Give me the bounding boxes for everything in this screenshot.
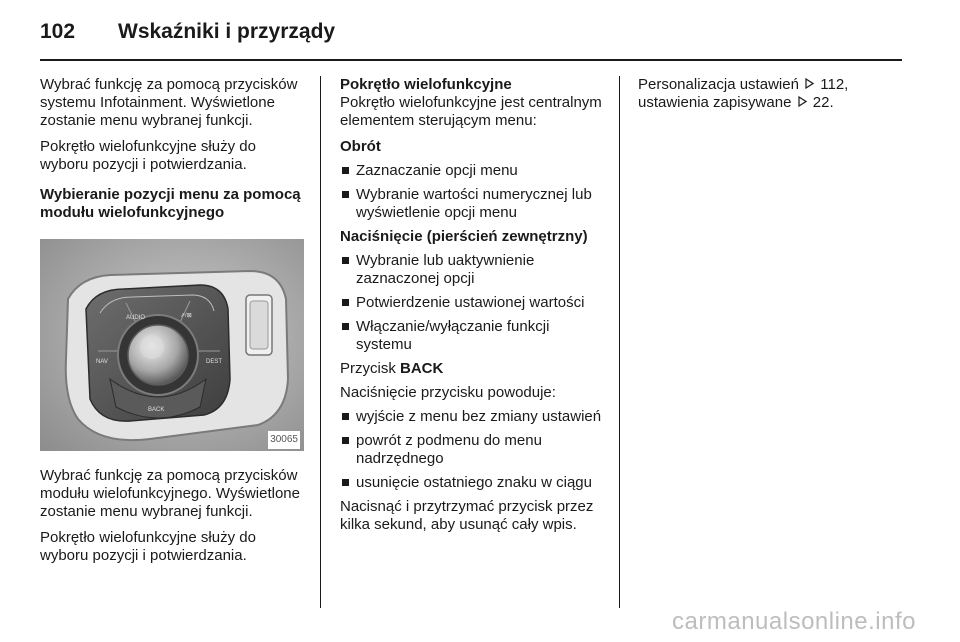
cross-reference-line [638, 94, 900, 112]
column-1 [40, 76, 308, 573]
phone-label: ↗/⊠ [180, 313, 192, 319]
back-label: BACK [148, 407, 165, 413]
list-item: Potwierdzenie ustawionej wartości [340, 294, 608, 312]
controller-illustration [40, 239, 304, 451]
nav-label: NAV [96, 359, 108, 365]
xref-text: ustawienia zapisywane [638, 94, 792, 111]
subheading: Naciśnięcie (pierścień zewnętrzny) [340, 228, 588, 245]
figure-number: 30065 [268, 431, 300, 449]
paragraph: Pokrętło wielofunkcyjne służy do wyboru pozycji i potwierdzania. [40, 529, 256, 564]
dest-label: DEST [206, 359, 223, 365]
xref-page[interactable]: 22. [812, 94, 834, 111]
column-3 [638, 76, 900, 112]
list-item: usunięcie ostatniego znaku w ciągu [340, 474, 608, 492]
list-item: powrót z podmenu do menu nadrzędnego [340, 432, 608, 468]
triangle-right-icon[interactable] [805, 76, 814, 94]
watermark: carmanualsonline.info [672, 608, 916, 635]
paragraph: Nacisnąć i przytrzymać przycisk przez kilka sekund, aby usunąć cały wpis. [340, 498, 594, 533]
xref-text: Personalizacja ustawień [638, 76, 799, 93]
back-label: BACK [400, 360, 444, 377]
list-item: wyjście z menu bez zmiany ustawień [340, 408, 608, 426]
back-list [340, 408, 608, 492]
section-heading: Wybieranie pozycji menu za pomocą modułu wielofunkcyjnego [40, 186, 301, 221]
back-button-title [340, 360, 608, 378]
column-2 [340, 76, 608, 542]
list-item: Zaznaczanie opcji menu [340, 162, 608, 180]
page-number: 102 [40, 20, 76, 43]
press-list [340, 252, 608, 354]
list-item: Wybranie wartości numerycznej lub wyświetlenie opcji menu [340, 186, 608, 222]
page-title: Wskaźniki i przyrządy [118, 20, 336, 43]
column-divider [619, 76, 620, 608]
column-divider [320, 76, 321, 608]
multifunction-controller-figure [40, 239, 304, 451]
back-prefix: Przycisk [340, 360, 396, 377]
audio-label: AUDIO [126, 315, 146, 321]
paragraph: Wybrać funkcję za pomocą przycisków systemu Infotainment. Wyświetlone zostanie menu wybranej funkcji. [40, 76, 298, 129]
section-heading: Pokrętło wielofunkcyjne [340, 76, 512, 93]
header-rule [40, 59, 902, 61]
list-item: Wybranie lub uaktywnienie zaznaczonej opcji [340, 252, 608, 288]
xref-page[interactable]: 112, [820, 76, 849, 93]
paragraph: Naciśnięcie przycisku powoduje: [340, 384, 556, 401]
list-item: Włączanie/wyłączanie funkcji systemu [340, 318, 608, 354]
page-header [40, 14, 335, 50]
rotate-list [340, 162, 608, 222]
cross-reference-line [638, 76, 900, 94]
paragraph: Wybrać funkcję za pomocą przycisków modułu wielofunkcyjnego. Wyświetlone zostanie menu wybranej funkcji. [40, 467, 300, 520]
triangle-right-icon[interactable] [798, 94, 807, 112]
paragraph: Pokrętło wielofunkcyjne jest centralnym elementem sterującym menu: [340, 94, 602, 129]
subheading: Obrót [340, 138, 381, 155]
paragraph: Pokrętło wielofunkcyjne służy do wyboru pozycji i potwierdzania. [40, 138, 256, 173]
